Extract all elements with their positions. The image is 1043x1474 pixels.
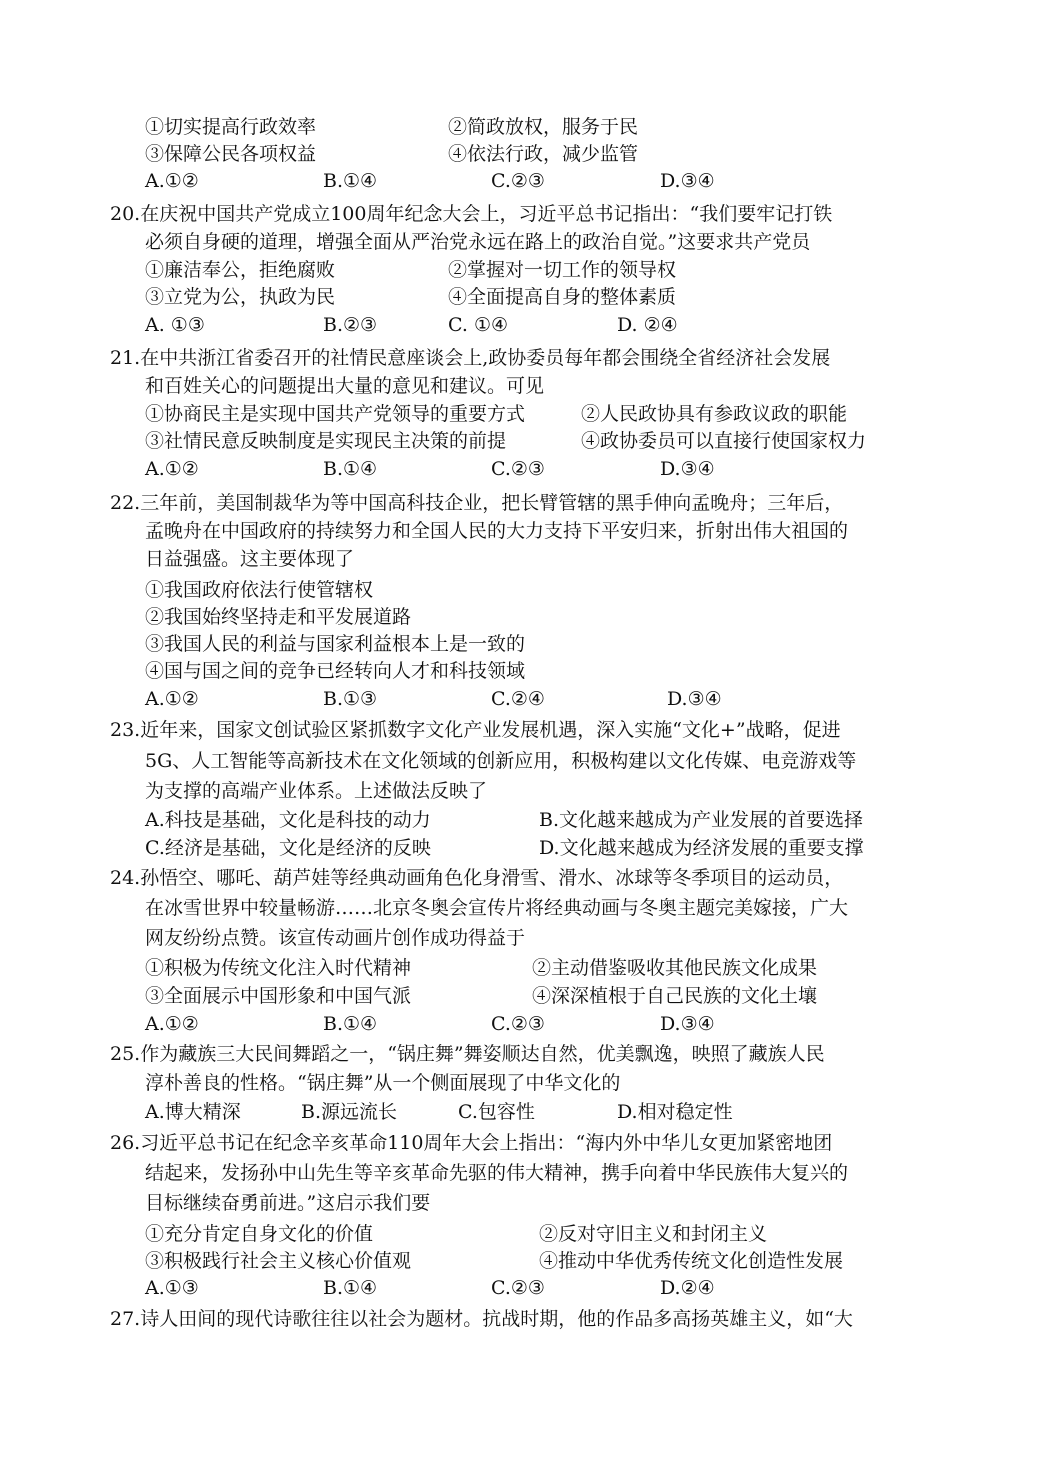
q26-option-4: ④推动中华优秀传统文化创造性发展 [539, 1250, 844, 1272]
q19-choice-d: D.③④ [660, 170, 715, 192]
q21-option-3: ③社情民意反映制度是实现民主决策的前提 [145, 430, 507, 452]
q24-option-3: ③全面展示中国形象和中国气派 [145, 985, 412, 1007]
q25-choice-c: C.包容性 [458, 1101, 535, 1123]
q25-choice-d: D.相对稳定性 [617, 1101, 733, 1123]
q21-choice-d: D.③④ [660, 458, 715, 480]
q22-stem-text-3: 日益强盛。这主要体现了 [145, 548, 355, 570]
q21-stem-text-1: 21.在中共浙江省委召开的社情民意座谈会上,政协委员每年都会围绕全省经济社会发展 [110, 347, 831, 369]
q21-stem-text-2: 和百姓关心的问题提出大量的意见和建议。可见 [145, 375, 545, 397]
q27-stem-text-1: 27.诗人田间的现代诗歌往往以社会为题材。抗战时期，他的作品多高扬英雄主义，如“大 [110, 1308, 853, 1330]
q19-option-3: ③保障公民各项权益 [145, 143, 317, 165]
q24-choice-d: D.③④ [660, 1013, 715, 1035]
q26-choice-d: D.②④ [660, 1277, 715, 1299]
q22-stem-text-1: 22.三年前，美国制裁华为等中国高科技企业，把长臂管辖的黑手伸向孟晚舟；三年后， [110, 492, 844, 514]
q20-choice-d: D. ②④ [617, 314, 678, 336]
q26-choice-a: A.①③ [145, 1277, 199, 1299]
q20-stem-text-1: 20.在庆祝中国共产党成立100周年纪念大会上，习近平总书记指出：“我们要牢记打铁 [110, 203, 833, 225]
q20-choice-a: A. ①③ [145, 314, 205, 336]
q19-choice-b: B.①④ [323, 170, 378, 192]
q19-option-1: ①切实提高行政效率 [145, 116, 317, 138]
q25-stem-text-1: 25.作为藏族三大民间舞蹈之一，“锅庄舞”舞姿顺达自然，优美飘逸，映照了藏族人民 [110, 1043, 825, 1065]
q20-choice-c: C. ①④ [448, 314, 509, 336]
q23-stem-text-3: 为支撑的高端产业体系。上述做法反映了 [145, 780, 488, 802]
q22-choice-b: B.①③ [323, 688, 378, 710]
q25-choice-b: B.源远流长 [301, 1101, 398, 1123]
q24-choice-c: C.②③ [491, 1013, 545, 1035]
q21-option-4: ④政协委员可以直接行使国家权力 [581, 430, 867, 452]
q26-stem-text-3: 目标继续奋勇前进。”这启示我们要 [145, 1192, 431, 1214]
q23-choice-b: B.文化越来越成为产业发展的首要选择 [539, 809, 864, 831]
q24-option-2: ②主动借鉴吸收其他民族文化成果 [532, 957, 818, 979]
q21-choice-b: B.①④ [323, 458, 378, 480]
q24-choice-b: B.①④ [323, 1013, 378, 1035]
q22-option-2: ②我国始终坚持走和平发展道路 [145, 606, 412, 628]
q22-option-4: ④国与国之间的竞争已经转向人才和科技领域 [145, 660, 526, 682]
q26-choice-c: C.②③ [491, 1277, 545, 1299]
q20-option-1: ①廉洁奉公，拒绝腐败 [145, 259, 336, 281]
q23-stem-text-2: 5G、人工智能等高新技术在文化领域的创新应用，积极构建以文化传媒、电竞游戏等 [145, 750, 857, 772]
q24-stem-text-1: 24.孙悟空、哪吒、葫芦娃等经典动画角色化身滑雪、滑水、冰球等冬季项目的运动员， [110, 867, 844, 889]
q21-option-1: ①协商民主是实现中国共产党领导的重要方式 [145, 403, 526, 425]
q20-option-4: ④全面提高自身的整体素质 [448, 286, 677, 308]
q20-choice-b: B.②③ [323, 314, 378, 336]
q21-option-2: ②人民政协具有参政议政的职能 [581, 403, 848, 425]
q26-stem-text-1: 26.习近平总书记在纪念辛亥革命110周年大会上指出：“海内外中华儿女更加紧密地团 [110, 1132, 833, 1154]
q22-choice-d: D.③④ [667, 688, 722, 710]
q20-option-3: ③立党为公，执政为民 [145, 286, 336, 308]
q26-option-2: ②反对守旧主义和封闭主义 [539, 1223, 768, 1245]
q23-choice-d: D.文化越来越成为经济发展的重要支撑 [539, 837, 864, 859]
q20-stem-text-2: 必须自身硬的道理，增强全面从严治党永远在路上的政治自觉。”这要求共产党员 [145, 231, 811, 253]
q26-option-1: ①充分肯定自身文化的价值 [145, 1223, 374, 1245]
q24-stem-text-2: 在冰雪世界中较量畅游……北京冬奥会宣传片将经典动画与冬奥主题完美嫁接，广大 [145, 897, 849, 919]
q26-stem-text-2: 结起来，发扬孙中山先生等辛亥革命先驱的伟大精神，携手向着中华民族伟大复兴的 [145, 1162, 849, 1184]
q21-choice-c: C.②③ [491, 458, 545, 480]
q19-option-4: ④依法行政，减少监管 [448, 143, 639, 165]
q26-option-3: ③积极践行社会主义核心价值观 [145, 1250, 412, 1272]
q22-option-3: ③我国人民的利益与国家利益根本上是一致的 [145, 633, 526, 655]
q23-choice-c: C.经济是基础，文化是经济的反映 [145, 837, 431, 859]
q24-choice-a: A.①② [145, 1013, 199, 1035]
q22-choice-c: C.②④ [491, 688, 545, 710]
q25-choice-a: A.博大精深 [145, 1101, 241, 1123]
q22-option-1: ①我国政府依法行使管辖权 [145, 579, 374, 601]
q19-choice-c: C.②③ [491, 170, 545, 192]
q23-choice-a: A.科技是基础，文化是科技的动力 [145, 809, 431, 831]
q19-option-2: ②简政放权，服务于民 [448, 116, 639, 138]
q24-option-1: ①积极为传统文化注入时代精神 [145, 957, 412, 979]
q22-stem-text-2: 孟晚舟在中国政府的持续努力和全国人民的大力支持下平安归来，折射出伟大祖国的 [145, 520, 849, 542]
q25-stem-text-2: 淳朴善良的性格。“锅庄舞”从一个侧面展现了中华文化的 [145, 1072, 621, 1094]
q22-choice-a: A.①② [145, 688, 199, 710]
q24-option-4: ④深深植根于自己民族的文化土壤 [532, 985, 818, 1007]
q19-choice-a: A.①② [145, 170, 199, 192]
q24-stem-text-3: 网友纷纷点赞。该宣传动画片创作成功得益于 [145, 927, 526, 949]
q21-choice-a: A.①② [145, 458, 199, 480]
q26-choice-b: B.①④ [323, 1277, 378, 1299]
q23-stem-text-1: 23.近年来，国家文创试验区紧抓数字文化产业发展机遇，深入实施“文化+”战略，促进 [110, 719, 841, 741]
q20-option-2: ②掌握对一切工作的领导权 [448, 259, 677, 281]
